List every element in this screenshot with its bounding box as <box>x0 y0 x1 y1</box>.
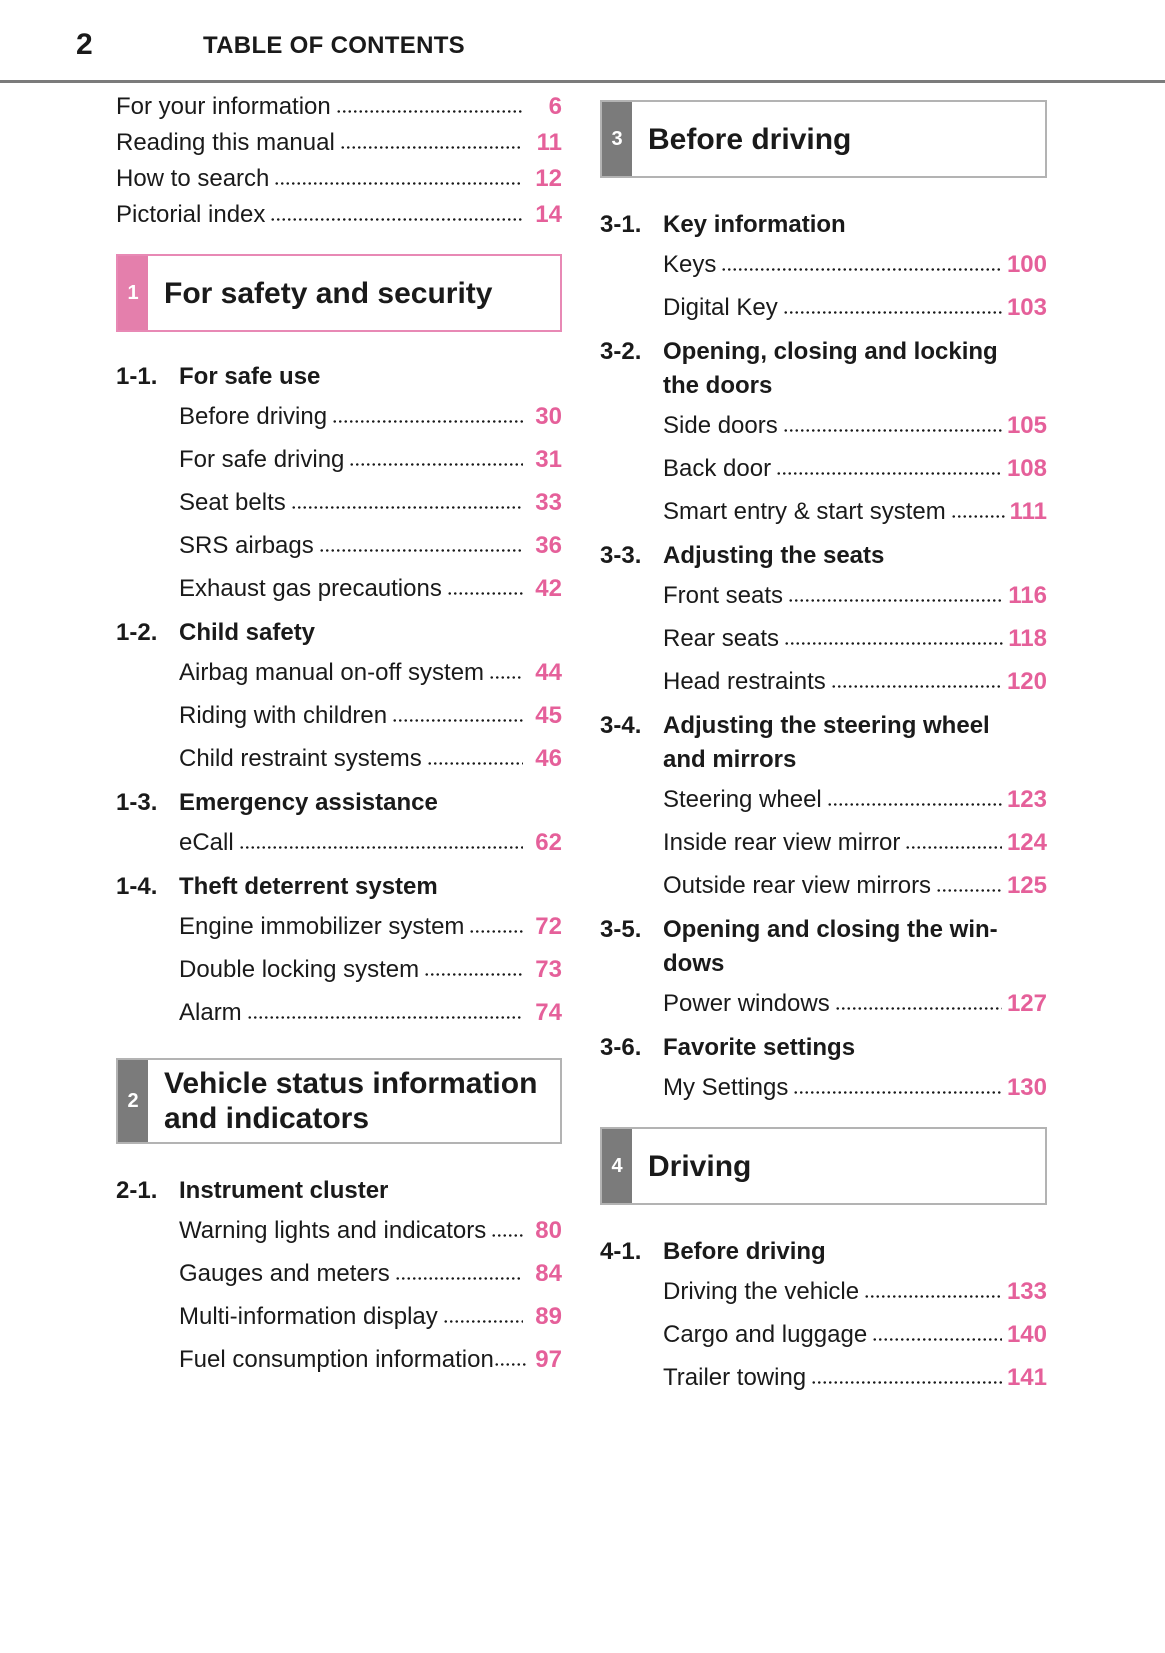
section-title-line: Opening and closing the win- <box>663 916 998 943</box>
section-entries <box>663 1073 1047 1103</box>
toc-page-number[interactable]: 31 <box>535 446 562 473</box>
dot-leader <box>905 845 1002 850</box>
section-number: 2-1. <box>116 1177 158 1204</box>
toc-entry[interactable] <box>663 989 1047 1019</box>
toc-page-number[interactable]: 133 <box>1006 1278 1047 1305</box>
section-number: 1-4. <box>116 873 158 900</box>
toc-page-number[interactable]: 97 <box>535 1346 562 1373</box>
toc-entry-label: Outside rear view mirrors <box>663 872 932 899</box>
dot-leader <box>811 1380 1002 1385</box>
toc-entry[interactable] <box>179 402 562 432</box>
toc-section <box>600 539 1047 697</box>
chapter-number-tab: 4 <box>602 1129 632 1203</box>
toc-entry[interactable] <box>116 128 562 158</box>
dot-leader <box>447 591 523 596</box>
section-entries <box>663 785 1047 901</box>
section-title-line: Adjusting the steering wheel <box>663 712 990 739</box>
toc-entry[interactable] <box>179 531 562 561</box>
dot-leader <box>392 718 523 723</box>
toc-entry[interactable] <box>663 293 1047 323</box>
section-number: 3-5. <box>600 916 642 943</box>
toc-entry[interactable] <box>663 250 1047 280</box>
toc-entry[interactable] <box>663 497 1047 527</box>
toc-page-number[interactable]: 125 <box>1006 872 1047 899</box>
section-heading[interactable] <box>600 709 1047 777</box>
section-heading[interactable] <box>116 616 562 650</box>
section-heading[interactable] <box>116 360 562 394</box>
dot-leader <box>776 471 1002 476</box>
page-header <box>0 0 1165 83</box>
toc-page-number[interactable]: 116 <box>1008 582 1047 609</box>
toc-page-number[interactable]: 11 <box>536 129 562 156</box>
toc-entry-label: Inside rear view mirror <box>663 829 901 856</box>
toc-entry[interactable] <box>179 1259 562 1289</box>
section-title: Child safety <box>179 619 316 646</box>
toc-page-number[interactable]: 118 <box>1008 625 1047 652</box>
chapter-number-tab: 2 <box>118 1060 148 1142</box>
toc-entry-label: Rear seats <box>663 625 780 652</box>
toc-entry-label: Alarm <box>179 999 242 1026</box>
dot-leader <box>491 1233 523 1238</box>
chapter-2-heading[interactable] <box>116 1058 562 1144</box>
section-heading[interactable] <box>116 1174 562 1208</box>
toc-page-number[interactable]: 74 <box>535 999 562 1026</box>
section-title: Theft deterrent system <box>179 873 438 900</box>
section-heading[interactable] <box>600 913 1047 981</box>
section-entries <box>663 411 1047 527</box>
toc-entry[interactable] <box>179 1216 562 1246</box>
toc-page-number[interactable]: 12 <box>535 165 562 192</box>
section-number: 1-3. <box>116 789 158 816</box>
chapter-title: Before driving <box>648 122 852 156</box>
toc-page-number[interactable]: 84 <box>535 1260 562 1287</box>
toc-entry-label: My Settings <box>663 1074 789 1101</box>
section-title-line: dows <box>663 950 725 977</box>
toc-entry[interactable] <box>116 200 562 230</box>
section-title-line: and mirrors <box>663 746 797 773</box>
toc-page-number[interactable]: 44 <box>535 659 562 686</box>
toc-entry[interactable] <box>179 574 562 604</box>
page-title: TABLE OF CONTENTS <box>203 32 465 59</box>
section-heading[interactable] <box>116 870 562 904</box>
section-number: 3-6. <box>600 1034 642 1061</box>
toc-entry[interactable] <box>179 445 562 475</box>
toc-entry[interactable] <box>663 1320 1047 1350</box>
toc-left-column <box>116 92 562 1375</box>
toc-page-number[interactable]: 73 <box>535 956 562 983</box>
toc-entry[interactable] <box>663 828 1047 858</box>
section-number: 3-3. <box>600 542 642 569</box>
section-heading[interactable] <box>600 335 1047 403</box>
dot-leader <box>835 1006 1002 1011</box>
toc-entry[interactable] <box>116 164 562 194</box>
toc-entry-label: Back door <box>663 455 772 482</box>
toc-entry-label: Riding with children <box>179 702 388 729</box>
toc-entry-label: Airbag manual on-off system <box>179 659 485 686</box>
dot-leader <box>783 310 1002 315</box>
toc-entry-label: Keys <box>663 251 717 278</box>
dot-leader <box>783 428 1002 433</box>
toc-section <box>116 360 562 604</box>
dot-leader <box>395 1276 523 1281</box>
dot-leader <box>270 217 523 222</box>
chapter-title-line: Vehicle status information <box>164 1067 538 1100</box>
toc-page-number[interactable]: 108 <box>1006 455 1047 482</box>
chapter-1-heading[interactable] <box>116 254 562 332</box>
toc-entry[interactable] <box>663 624 1047 654</box>
toc-section <box>600 1031 1047 1103</box>
toc-entry[interactable] <box>663 411 1047 441</box>
toc-page-number[interactable]: 111 <box>1009 498 1047 525</box>
toc-entry[interactable] <box>663 785 1047 815</box>
section-entries <box>663 250 1047 323</box>
toc-entry-label: Cargo and luggage <box>663 1321 868 1348</box>
dot-leader <box>951 514 1005 519</box>
toc-entry[interactable] <box>179 1302 562 1332</box>
toc-entry-label: Digital Key <box>663 294 778 321</box>
toc-page-number[interactable]: 6 <box>548 93 562 120</box>
toc-section <box>116 870 562 1028</box>
dot-leader <box>247 1015 523 1020</box>
dot-leader <box>936 888 1002 893</box>
toc-page-number[interactable]: 72 <box>535 913 562 940</box>
toc-entry-label: Multi-information display <box>179 1303 438 1330</box>
toc-entry-label: Child restraint systems <box>179 745 422 772</box>
toc-page-number[interactable]: 140 <box>1006 1321 1047 1348</box>
toc-entry-label: eCall <box>179 829 234 856</box>
section-title-line: Opening, closing and locking <box>663 338 998 365</box>
toc-entry[interactable] <box>663 581 1047 611</box>
toc-page-number[interactable]: 141 <box>1006 1364 1047 1391</box>
section-entries <box>179 402 562 604</box>
toc-page-number[interactable]: 80 <box>535 1217 562 1244</box>
toc-page-number[interactable]: 103 <box>1006 294 1047 321</box>
toc-entry-label: Exhaust gas precautions <box>179 575 442 602</box>
toc-section <box>600 335 1047 527</box>
toc-page-number[interactable]: 46 <box>535 745 562 772</box>
section-entries <box>179 658 562 774</box>
toc-entry[interactable] <box>179 488 562 518</box>
toc-entry-label: Trailer towing <box>663 1364 807 1391</box>
toc-page-number[interactable]: 100 <box>1006 251 1047 278</box>
toc-entry-label: Gauges and meters <box>179 1260 390 1287</box>
chapter-number-tab: 3 <box>602 102 632 176</box>
toc-entry-label: For your information <box>116 93 331 120</box>
toc-entry[interactable] <box>663 871 1047 901</box>
section-title: Adjusting the seats <box>663 542 885 569</box>
section-number: 1-1. <box>116 363 158 390</box>
section-number: 3-1. <box>600 211 642 238</box>
toc-entry-label: SRS airbags <box>179 532 314 559</box>
toc-page-number[interactable]: 123 <box>1006 786 1047 813</box>
dot-leader <box>424 972 523 977</box>
toc-entry-label: Side doors <box>663 412 778 439</box>
toc-entry[interactable] <box>179 955 562 985</box>
toc-page-number[interactable]: 33 <box>535 489 562 516</box>
section-number: 4-1. <box>600 1238 642 1265</box>
toc-page-number[interactable]: 124 <box>1006 829 1047 856</box>
dot-leader <box>319 548 523 553</box>
section-title <box>663 913 1047 981</box>
dot-leader <box>291 505 523 510</box>
toc-entry[interactable] <box>179 744 562 774</box>
toc-entry[interactable] <box>116 92 562 122</box>
dot-leader <box>469 929 523 934</box>
chapter-4-heading[interactable] <box>600 1127 1047 1205</box>
dot-leader <box>443 1319 523 1324</box>
toc-entry[interactable] <box>179 658 562 688</box>
toc-page-number[interactable]: 45 <box>535 702 562 729</box>
dot-leader <box>827 802 1002 807</box>
toc-entry[interactable] <box>179 912 562 942</box>
dot-leader <box>340 145 523 150</box>
dot-leader <box>336 109 523 114</box>
dot-leader <box>489 675 523 680</box>
section-number: 3-4. <box>600 712 642 739</box>
section-entries <box>663 1277 1047 1393</box>
section-entries <box>663 581 1047 697</box>
dot-leader <box>721 267 1002 272</box>
toc-page-number[interactable]: 62 <box>535 829 562 856</box>
toc-section <box>116 786 562 858</box>
section-entries <box>663 989 1047 1019</box>
section-title <box>663 335 1047 403</box>
dot-leader <box>784 641 1003 646</box>
toc-page-number[interactable]: 36 <box>535 532 562 559</box>
toc-section <box>600 913 1047 1019</box>
toc-entry[interactable] <box>663 1363 1047 1393</box>
section-title <box>663 709 1047 777</box>
section-title: Instrument cluster <box>179 1177 389 1204</box>
toc-entry-label: Reading this manual <box>116 129 335 156</box>
section-title: Key information <box>663 211 846 238</box>
toc-entry-label: Driving the vehicle <box>663 1278 860 1305</box>
section-heading[interactable] <box>600 1031 1047 1065</box>
dot-leader <box>332 419 523 424</box>
section-number: 1-2. <box>116 619 158 646</box>
section-title: Before driving <box>663 1238 826 1265</box>
toc-section <box>600 208 1047 323</box>
dot-leader <box>831 684 1002 689</box>
section-entries <box>179 828 562 858</box>
dot-leader <box>239 845 523 850</box>
toc-entry-label: Warning lights and indicators <box>179 1217 487 1244</box>
dot-leader <box>872 1337 1002 1342</box>
dot-leader <box>864 1294 1002 1299</box>
toc-entry[interactable] <box>663 1277 1047 1307</box>
toc-page-number[interactable]: 130 <box>1006 1074 1047 1101</box>
toc-entry-label: Fuel consumption information <box>179 1346 494 1373</box>
chapter-number-tab: 1 <box>118 256 148 330</box>
toc-entry[interactable] <box>663 454 1047 484</box>
toc-section <box>116 616 562 774</box>
toc-entry[interactable] <box>663 1073 1047 1103</box>
toc-entry-label: Head restraints <box>663 668 826 695</box>
dot-leader <box>494 1362 528 1367</box>
chapter-title-line: and indicators <box>164 1102 370 1135</box>
dot-leader <box>274 181 523 186</box>
chapter-title: For safety and security <box>164 276 493 310</box>
chapter-3-heading[interactable] <box>600 100 1047 178</box>
toc-page-number[interactable]: 30 <box>535 403 562 430</box>
section-heading[interactable] <box>600 208 1047 242</box>
page-number: 2 <box>76 28 93 61</box>
dot-leader <box>349 462 523 467</box>
toc-section <box>116 1174 562 1375</box>
toc-page-number[interactable]: 105 <box>1006 412 1047 439</box>
toc-entry[interactable] <box>179 701 562 731</box>
section-title: For safe use <box>179 363 321 390</box>
toc-entry[interactable] <box>663 667 1047 697</box>
toc-page-number[interactable]: 120 <box>1006 668 1047 695</box>
toc-right-column <box>600 100 1047 1393</box>
toc-entry-label: Seat belts <box>179 489 286 516</box>
toc-section <box>600 709 1047 901</box>
chapter-title <box>148 1060 560 1142</box>
section-title-line: the doors <box>663 372 773 399</box>
dot-leader <box>793 1090 1002 1095</box>
toc-entry[interactable] <box>179 828 562 858</box>
section-title: Emergency assistance <box>179 789 438 816</box>
section-heading[interactable] <box>600 1235 1047 1269</box>
toc-entry-label: Front seats <box>663 582 784 609</box>
dot-leader <box>788 598 1003 603</box>
toc-section <box>600 1235 1047 1393</box>
toc-entry-label: Engine immobilizer system <box>179 913 465 940</box>
toc-entry-label: Before driving <box>179 403 328 430</box>
toc-entry-label: Pictorial index <box>116 201 266 228</box>
toc-page-number[interactable]: 89 <box>535 1303 562 1330</box>
chapter-title: Driving <box>648 1149 752 1183</box>
toc-entry-label: Power windows <box>663 990 830 1017</box>
section-number: 3-2. <box>600 338 642 365</box>
toc-entry-label: Steering wheel <box>663 786 822 813</box>
toc-entry-label: Double locking system <box>179 956 420 983</box>
section-entries <box>179 912 562 1028</box>
toc-page-number[interactable]: 42 <box>535 575 562 602</box>
toc-entry-label: For safe driving <box>179 446 345 473</box>
toc-entry-label: How to search <box>116 165 270 192</box>
toc-page-number[interactable]: 127 <box>1006 990 1047 1017</box>
toc-page-number[interactable]: 14 <box>535 201 562 228</box>
section-title: Favorite settings <box>663 1034 856 1061</box>
section-entries <box>179 1216 562 1375</box>
section-heading[interactable] <box>600 539 1047 573</box>
toc-entry[interactable] <box>179 998 562 1028</box>
toc-entry[interactable] <box>179 1345 562 1375</box>
dot-leader <box>427 761 523 766</box>
toc-entry-label: Smart entry & start system <box>663 498 946 525</box>
section-heading[interactable] <box>116 786 562 820</box>
